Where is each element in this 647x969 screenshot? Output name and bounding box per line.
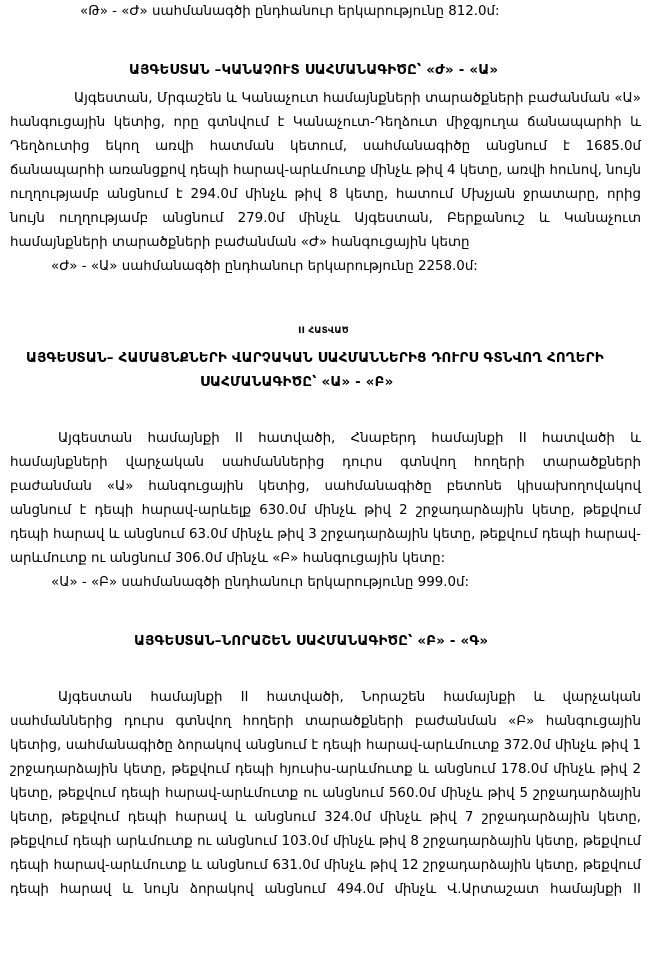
- section3-line: կետից, սահմանագիծը ձորակով անցնում է դեպի հարավ-արևմուտք 372.0մ մինչև թիվ 1: [10, 738, 641, 753]
- section2-line: անցնում է դեպի հարավ-արևելք 630.0մ մինչև թիվ 2 շրջադարձային կետը, թեքվում: [10, 503, 641, 518]
- section1-total: «Ժ» - «Ա» սահմանագծի ընդհանուր երկարությունը 2258.0մ:: [51, 259, 478, 274]
- section3-line: կետը, թեքվում դեպի հարավ և անցնում 324.0մ մինչև թիվ 7 շրջադարձային կետը,: [10, 810, 641, 825]
- section2-line: արևմուտք ու անցնում 306.0մ մինչև «Բ» հանգուցային կետը:: [10, 551, 446, 566]
- part-title: II ՀԱՏՎԱԾ: [298, 326, 349, 336]
- section3-line: կետը, թեքվում դեպի հարավ-արևմուտք ու անցնում 560.0մ մինչև թիվ 5 շրջադարձային: [10, 786, 641, 801]
- section3-line: Այգեստան համայնքի II հատվածի, Նորաշեն համայնքի և վարչական: [58, 690, 641, 705]
- section3-line: դեպի հարավ-արևմուտք և անցնում 631.0մ մինչև թիվ 12 շրջադարձային կետը, թեքվում: [10, 858, 641, 873]
- part-heading-line1: ԱՅԳԵՍՏԱՆ– ՀԱՄԱՅՆՔՆԵՐԻ ՎԱՐՉԱԿԱՆ ՍԱՀՄԱՆՆԵՐԻՑ ԴՈՒՐՍ ԳՏՆՎՈՂ ՀՈՂԵՐԻ: [26, 351, 604, 366]
- section1-line: ուղղությամբ անցնում է 294.0մ մինչև թիվ 8 կետը, հատում Մխչյան ջրատարը, որից: [10, 187, 641, 202]
- section1-line: հանգուցային կետից, որը գտնվում է Կանաչուտ-Դեղձուտ միջգյուղա ճանապարհի և: [10, 115, 641, 130]
- part-heading-line2: ՍԱՀՄԱՆԱԳԻԾԸ՝ «Ա» - «Բ»: [200, 375, 394, 390]
- section1-line: Դեղձուտից եկող առվի հատման կետում, սահմանագիծը անցնում է 1685.0մ: [10, 139, 641, 154]
- section1-line: ճանապարհի առանցքով դեպի հարավ-արևմուտք մինչև թիվ 4 կետը, առվի հունով, նույն: [10, 163, 641, 178]
- section3-line: շրջադարձային կետը, թեքվում դեպի հյուսիս-արևմուտք և անցնում 178.0մ մինչև թիվ 2: [10, 762, 641, 777]
- section3-line: թեքվում դեպի արևմուտք ու անցնում 103.0մ մինչև թիվ 8 շրջադարձային կետը, թեքվում: [10, 834, 641, 849]
- section2-line: դեպի հարավ և անցնում 63.0մ մինչև թիվ 3 շրջադարձային կետը, թեքվում դեպի հարավ-: [10, 527, 642, 542]
- section1-line: համայնքների տարածքների բաժանման «Ժ» հանգուցային կետը: [10, 235, 470, 250]
- section1-line: նույն ուղղությամբ անցնում 279.0մ մինչև Այգեստան, Բերքանուշ և Կանաչուտ: [10, 211, 641, 226]
- section3-line: սահմաններից դուրս գտնվող հողերի տարածքների բաժանման «Բ» հանգուցային: [10, 714, 641, 729]
- section1-heading: ԱՅԳԵՍՏԱՆ –ԿԱՆԱՉՈՒՏ ՍԱՀՄԱՆԱԳԻԾԸ՝ «Ժ» - «Ա»: [129, 63, 499, 78]
- section2-line: համայնքների վարչական սահմաններից դուրս գտնվող հողերի տարածքների: [10, 455, 641, 470]
- section3-heading: ԱՅԳԵՍՏԱՆ–ՆՈՐԱՇԵՆ ՍԱՀՄԱՆԱԳԻԾԸ՝ «Բ» - «Գ»: [134, 634, 489, 649]
- section2-line: Այգեստան համայնքի II հատվածի, Հնաբերդ համայնքի II հատվածի և: [58, 431, 641, 446]
- section1-line: Այգեստան, Մրգաշեն և Կանաչուտ համայնքների տարածքների բաժանման «Ա»: [74, 91, 641, 106]
- section2-line: բաժանման «Ա» հանգուցային կետից, սահմանագիծը բետոնե կիսախողովակով: [10, 479, 641, 494]
- section3-line: դեպի հարավ և նույն ձորակով անցնում 494.0մ մինչև Վ.Արտաշատ համայնքի II: [10, 882, 641, 897]
- section2-total: «Ա» - «Բ» սահմանագծի ընդհանուր երկարությունը 999.0մ:: [51, 575, 470, 590]
- top-total-line: «Թ» - «Ժ» սահմանագծի ընդհանուր երկարությունը 812.0մ:: [80, 4, 500, 19]
